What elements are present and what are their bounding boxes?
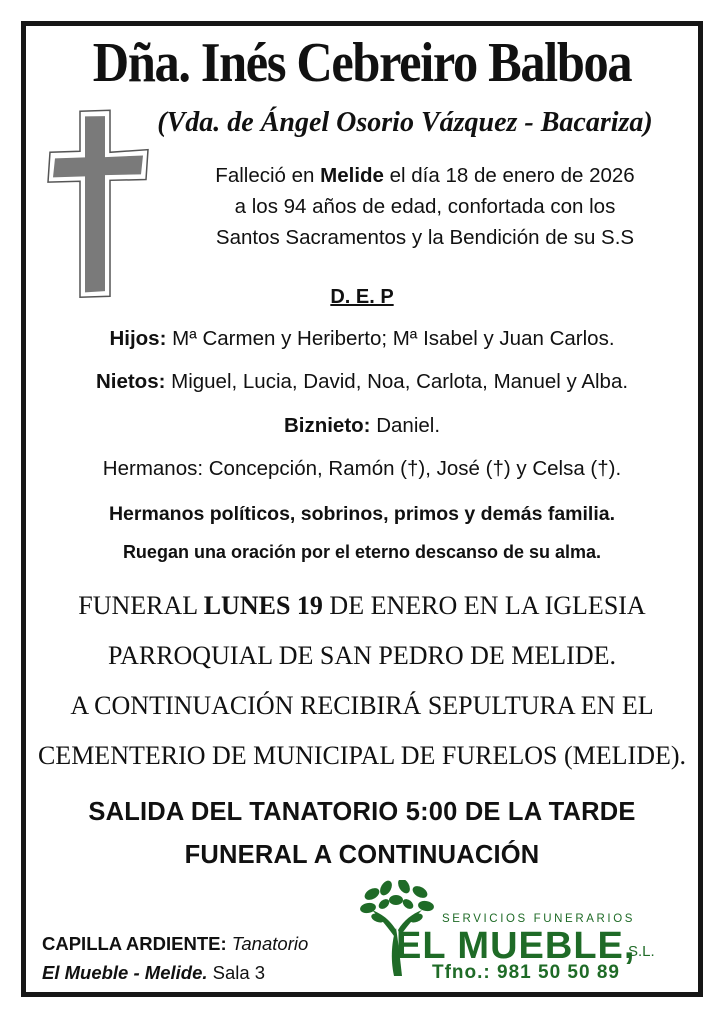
funeral-line-1 <box>0 588 724 624</box>
cross-icon <box>44 106 152 302</box>
death-notice <box>180 160 670 253</box>
salida-line-2: FUNERAL A CONTINUACIÓN <box>184 841 540 869</box>
salida-line-1: SALIDA DEL TANATORIO 5:00 DE LA TARDE <box>88 798 636 826</box>
funeral-home-logo <box>360 880 680 990</box>
capilla-sala: Sala 3 <box>207 962 266 983</box>
biznieto-label: Biznieto: <box>283 414 371 437</box>
death-line-3: Santos Sacramentos y la Bendición de su S.S <box>215 226 635 249</box>
nietos-label: Nietos: <box>95 370 166 393</box>
logo-brand: EL MUEBLE, <box>396 925 636 967</box>
capilla-place-2: El Mueble - Melide. <box>42 962 208 983</box>
funeral-line-2: PARROQUIAL DE SAN PEDRO DE MELIDE. <box>108 641 616 670</box>
biznieto-names: Daniel. <box>370 414 441 437</box>
dep-heading <box>0 283 724 311</box>
death-prefix: Falleció en <box>215 164 321 187</box>
closing-line-2: Ruegan una oración por el eterno descanso de su alma. <box>122 542 602 562</box>
biznieto-line <box>0 411 724 441</box>
funeral-day: LUNES 19 <box>203 591 323 620</box>
hijos-line <box>0 324 724 354</box>
funeral-prefix: FUNERAL <box>78 591 204 620</box>
closing-line-1: Hermanos políticos, sobrinos, primos y demás familia. <box>108 503 616 525</box>
death-place: Melide <box>320 164 384 187</box>
logo-suffix: S.L. <box>628 943 655 960</box>
death-line-2: a los 94 años de edad, confortada con los <box>234 195 616 218</box>
logo-tagline: SERVICIOS FUNERARIOS <box>442 913 636 925</box>
capilla-place: Tanatorio <box>226 933 309 954</box>
hermanos-line: Hermanos: Concepción, Ramón (†), José (†) y Celsa (†). <box>102 457 622 480</box>
capilla-line-1 <box>42 929 308 958</box>
funeral-line-3: A CONTINUACIÓN RECIBIRÁ SEPULTURA EN EL <box>70 691 654 720</box>
death-line-1 <box>180 160 670 191</box>
capilla-ardiente <box>42 929 308 987</box>
deceased-name: Dña. Inés Cebreiro Balboa <box>92 32 632 94</box>
logo-phone: Tfno.: 981 50 50 89 <box>432 962 620 983</box>
widow-line: (Vda. de Ángel Osorio Vázquez - Bacariza) <box>157 107 653 138</box>
funeral-suffix: DE ENERO EN LA IGLESIA <box>322 591 646 620</box>
hijos-label: Hijos: <box>109 327 167 350</box>
funeral-line-4: CEMENTERIO DE MUNICIPAL DE FURELOS (MELIDE). <box>37 741 687 770</box>
capilla-line-2 <box>42 958 308 987</box>
dep-text: D. E. P <box>330 286 394 308</box>
death-date: el día 18 de enero de 2026 <box>383 164 635 187</box>
capilla-label: CAPILLA ARDIENTE: <box>42 933 227 954</box>
nietos-line <box>0 367 724 397</box>
nietos-names: Miguel, Lucia, David, Noa, Carlota, Manuel y Alba. <box>165 370 629 393</box>
hijos-names: Mª Carmen y Heriberto; Mª Isabel y Juan Carlos. <box>166 327 615 350</box>
